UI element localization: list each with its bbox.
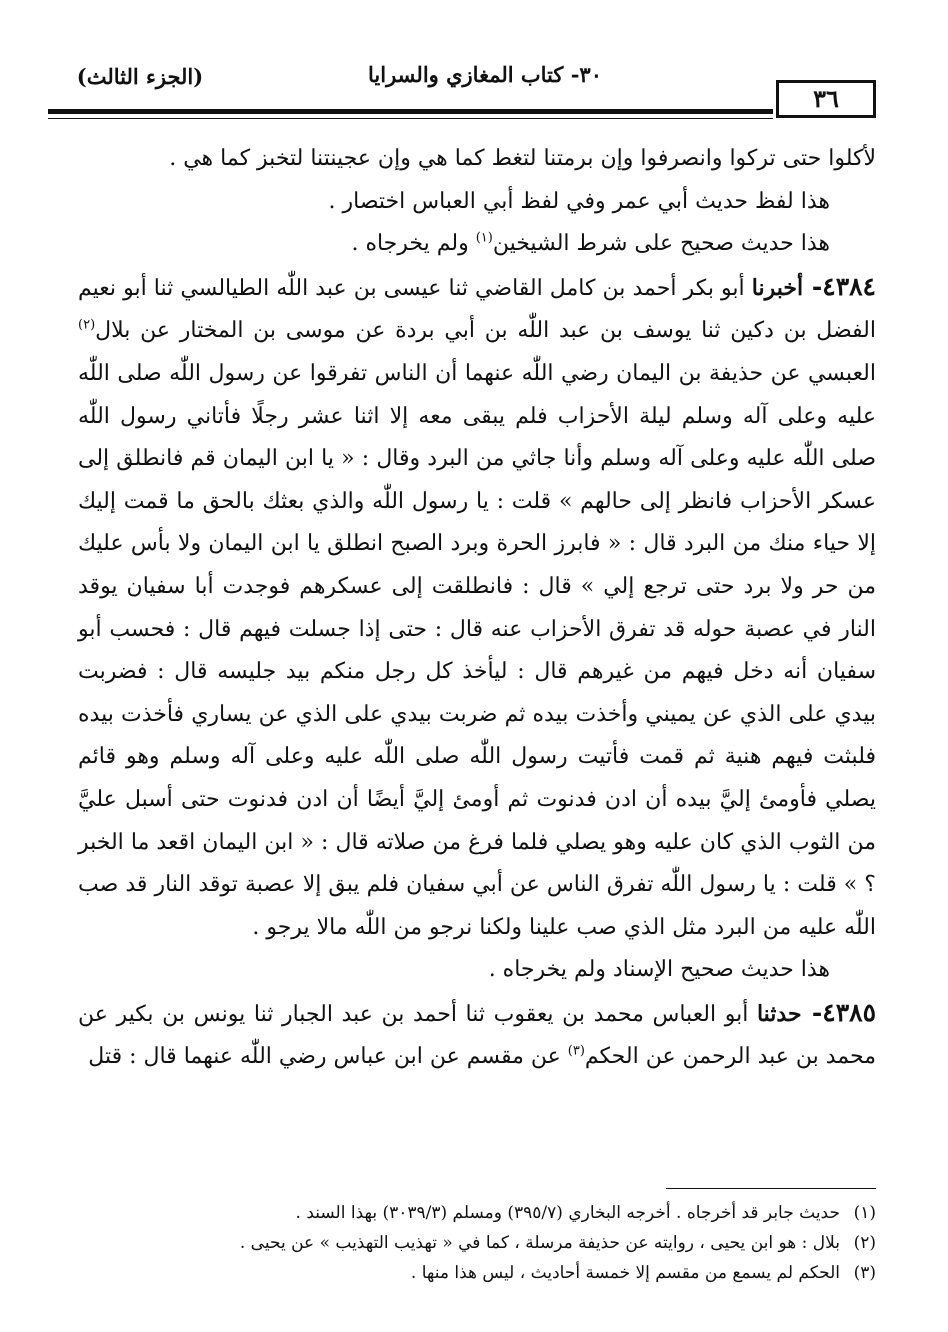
footnote-ref-1: (١) [475,230,493,246]
footnote-text: حديث جابر قد أخرجاه . أخرجه البخاري (٣٩٥/٧) ومسلم (٣٠٣٩/٣) بهذا السند . [295,1203,840,1223]
footnote-number: (٢) [853,1233,876,1253]
footnote [78,1228,876,1258]
paragraph-wording-note: هذا لفظ حديث أبي عمر وفي لفظ أبي العباس اختصار . [328,188,830,214]
hadith-text: أبو العباس محمد بن يعقوب ثنا أحمد بن عبد الجبار ثنا يونس بن بكير عن محمد بن عبد الرحمن عن الحكم [78,1001,876,1070]
footnote-text: بلال : هو ابن يحيى ، روايته عن حذيفة مرسلة ، كما في « تهذيب التهذيب » عن يحيى . [239,1233,840,1253]
page-number: ٣٦ [776,80,876,118]
footnote-number: (٣) [853,1263,876,1283]
main-text [78,138,876,1079]
footnote-ref-3: (٣) [567,1044,585,1060]
footnote-separator [666,1188,876,1189]
paragraph-continuation: لأكلوا حتى تركوا وانصرفوا وإن برمتنا لتغط كما هي وإن عجينتنا لتخبز كما هي . [169,146,876,171]
hadith-text-cont: العبسي عن حذيفة بن اليمان رضي اللّٰه عنهما أن الناس تفرقوا عن رسول اللّٰه صلى اللّٰه عليه وعلى آله وسلم ليلة الأحزاب فلم يبقى معه إلا اثنا عشر رجلًا فأتاني رسول اللّٰه صلى اللّٰه عليه وعلى آله وسلم وأنا جاثي من البرد وقال : « يا ابن اليمان قم فانطلق إلى عسكر الأحزاب فانظر إلى حالهم » قلت : يا رسول اللّٰه والذي بعثك بالحق ما قمت إليك إلا حياء منك من البرد قال : « فابرز الحرة وبرد الصبح انطلق يا ابن اليمان ولا بأس عليك من حر ولا برد حتى ترجع إلي » قال : فانطلقت إلى عسكرهم فوجدت أبا سفيان يوقد النار في عصبة حوله قد تفرق الأحزاب عنه قال : حتى إذا جسلت فيهم قال : فحسب أبو سفيان أنه دخل فيهم من غيرهم قال : ليأخذ كل رجل منكم بيد جليسه قال : فضربت بيدي على الذي عن يميني وأخذت بيده ثم ضربت بيدي على الذي عن يساري فأخذت بيده فلبثت فيهم هنية ثم قمت فأتيت رسول اللّٰه صلى اللّٰه عليه وعلى آله وسلم وهو قائم يصلي فأومئ إليَّ بيده أن ادن فدنوت ثم أومئ إليَّ أيضًا أن ادن فدنوت حتى أسبل عليَّ من الثوب الذي كان عليه وهو يصلي فلما فرغ من صلاته قال : « ابن اليمان اقعد ما الخبر ؟ » قلت : يا رسول اللّٰه تفرق الناس عن أبي سفيان فلم يبق إلا عصبة توقد النار قد صب اللّٰه عليه من البرد مثل الذي صب علينا ولكنا نرجو من اللّٰه مالا يرجو . [78,360,877,940]
grading-text: هذا حديث صحيح على شرط الشيخين [492,231,830,257]
hadith-number: ٤٣٨٤- [803,271,876,301]
header-rule-thick [48,109,773,114]
paragraph-grading [78,223,876,266]
hadith-number: ٤٣٨٥- [801,997,876,1027]
hadith-text-cont: عن مقسم عن ابن عباس رضي اللّٰه عنهما قال : قتل [88,1044,568,1070]
footnote-number: (١) [853,1203,876,1223]
footnote-ref-2: (٢) [78,318,96,334]
footnote [78,1258,876,1288]
footnotes [78,1198,876,1288]
hadith-4385 [78,992,876,1079]
hadith-text: أبو بكر أحمد بن كامل القاضي ثنا عيسى بن عبد اللّٰه الطيالسي ثنا أبو نعيم الفضل بن دكين ثنا يوسف بن عبد اللّٰه بن أبي بردة عن موسى بن المختار عن بلال [78,275,876,344]
footnote-text: الحكم لم يسمع من مقسم إلا خمسة أحاديث ، ليس هذا منها . [410,1263,840,1283]
header-rule-thin [48,118,773,119]
paragraph-isnad-grading: هذا حديث صحيح الإسناد ولم يخرجاه . [488,957,830,983]
footnote [78,1198,876,1228]
grading-text-end: ولم يخرجاه . [351,231,476,257]
hadith-4384 [78,266,876,950]
chapter-title: ٣٠- كتاب المغازي والسرايا [368,62,602,87]
narration-keyword: أخبرنا [751,274,804,301]
volume-part: (الجزء الثالث) [76,64,204,89]
narration-keyword: حدثنا [756,1000,802,1027]
